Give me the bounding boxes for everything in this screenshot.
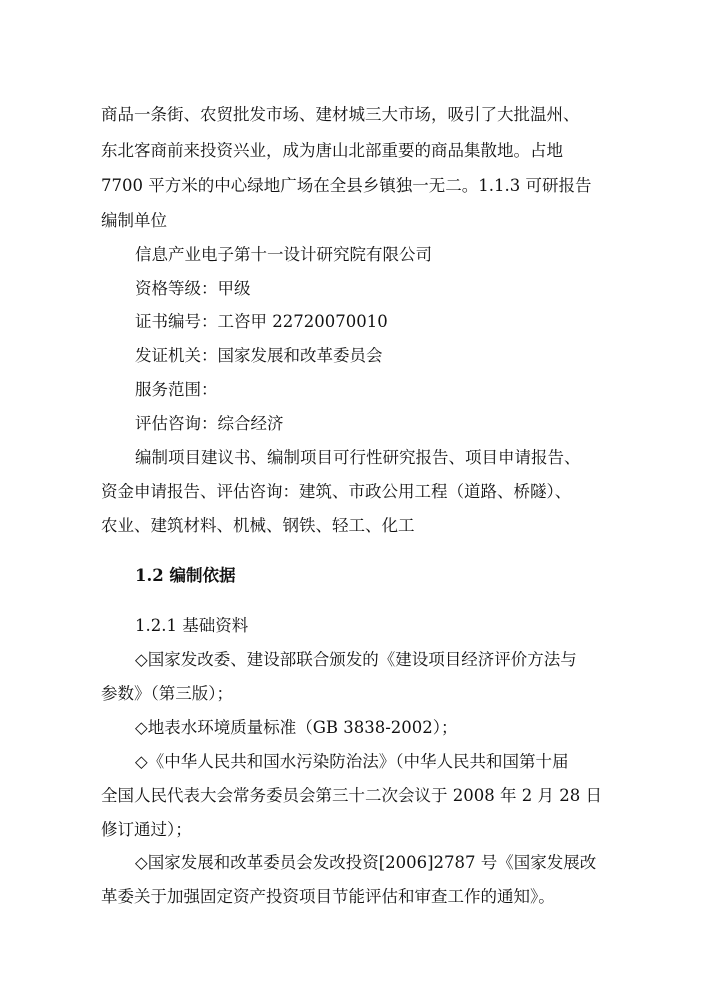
- scope-line: 编制项目建议书、编制项目可行性研究报告、项目申请报告、: [135, 448, 581, 467]
- reference-line: 参数》（第三版）；: [101, 684, 233, 703]
- reference-line: ◇国家发展和改革委员会发改投资[2006]2787 号《国家发展改: [135, 853, 597, 872]
- consulting-scope: 评估咨询：综合经济: [135, 414, 284, 433]
- scope-line: 资金申请报告、评估咨询：建筑、市政公用工程（道路、桥隧）、: [101, 482, 572, 501]
- qualification-level: 资格等级：甲级: [135, 279, 251, 298]
- reference-line: ◇地表水环境质量标准（GB 3838-2002）；: [135, 718, 458, 737]
- intro-line: 东北客商前来投资兴业，成为唐山北部重要的商品集散地。占地: [101, 141, 563, 160]
- reference-line: ◇《中华人民共和国水污染防治法》（中华人民共和国第十届: [135, 752, 569, 771]
- intro-line: 商品一条街、农贸批发市场、建材城三大市场，吸引了大批温州、: [101, 105, 580, 124]
- service-scope-label: 服务范围：: [135, 380, 218, 399]
- intro-line: 7700 平方米的中心绿地广场在全县乡镇独一无二。1.1.3 可研报告: [101, 176, 592, 195]
- reference-line: 修订通过）；: [101, 820, 192, 839]
- issuing-authority: 发证机关：国家发展和改革委员会: [135, 346, 383, 365]
- reference-line: 全国人民代表大会常务委员会第三十二次会议于 2008 年 2 月 28 日: [101, 786, 602, 805]
- reference-line: 革委关于加强固定资产投资项目节能评估和审查工作的通知》。: [101, 887, 555, 906]
- intro-line: 编制单位: [101, 211, 167, 230]
- scope-line: 农业、建筑材料、机械、钢铁、轻工、化工: [101, 516, 415, 535]
- reference-line: ◇国家发改委、建设部联合颁发的《建设项目经济评价方法与: [135, 650, 577, 669]
- section-heading: 1.2 编制依据: [135, 566, 236, 585]
- subsection-heading: 1.2.1 基础资料: [135, 616, 249, 635]
- unit-name: 信息产业电子第十一设计研究院有限公司: [135, 245, 432, 264]
- certificate-number: 证书编号：工咨甲 22720070010: [135, 312, 388, 331]
